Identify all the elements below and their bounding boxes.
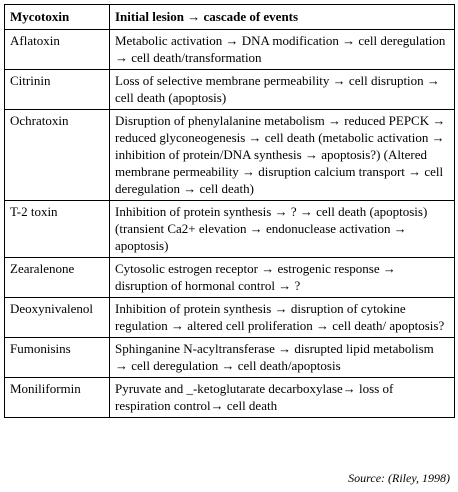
- mycotoxin-name: Fumonisins: [5, 338, 110, 378]
- table-row: [5, 110, 455, 201]
- table-row: [5, 258, 455, 298]
- table-row: [5, 30, 455, 70]
- table-row: [5, 298, 455, 338]
- cascade-description: Inhibition of protein synthesis → ? → cell death (apoptosis) (transient Ca2+ elevation → endonuclease activation → apoptosis): [110, 201, 455, 258]
- table-row: [5, 70, 455, 110]
- mycotoxin-name: Ochratoxin: [5, 110, 110, 201]
- table-row: [5, 378, 455, 418]
- cascade-description: Inhibition of protein synthesis → disruption of cytokine regulation → altered cell proliferation → cell death/ apoptosis?: [110, 298, 455, 338]
- header-cascade: Initial lesion → cascade of events: [110, 5, 455, 30]
- cascade-description: Pyruvate and _-ketoglutarate decarboxylase→ loss of respiration control→ cell death: [110, 378, 455, 418]
- cascade-description: Cytosolic estrogen receptor → estrogenic response → disruption of hormonal control → ?: [110, 258, 455, 298]
- cascade-description: Loss of selective membrane permeability → cell disruption → cell death (apoptosis): [110, 70, 455, 110]
- cascade-description: Sphinganine N-acyltransferase → disrupted lipid metabolism → cell deregulation → cell death/apoptosis: [110, 338, 455, 378]
- mycotoxin-name: Zearalenone: [5, 258, 110, 298]
- mycotoxin-name: Aflatoxin: [5, 30, 110, 70]
- mycotoxin-name: Deoxynivalenol: [5, 298, 110, 338]
- mycotoxin-name: Citrinin: [5, 70, 110, 110]
- mycotoxin-table: [4, 4, 455, 418]
- cascade-description: Metabolic activation → DNA modification → cell deregulation → cell death/transformation: [110, 30, 455, 70]
- cascade-description: Disruption of phenylalanine metabolism → reduced PEPCK → reduced glyconeogenesis → cell death (metabolic activation → inhibition of protein/DNA synthesis → apoptosis?) (Altered membrane permeability → disruption calcium transport → cell deregulation → cell death): [110, 110, 455, 201]
- header-mycotoxin: Mycotoxin: [5, 5, 110, 30]
- table-row: [5, 201, 455, 258]
- table-row: [5, 338, 455, 378]
- source-citation: Source: (Riley, 1998): [348, 471, 450, 485]
- mycotoxin-name: Moniliformin: [5, 378, 110, 418]
- mycotoxin-name: T-2 toxin: [5, 201, 110, 258]
- table-header-row: [5, 5, 455, 30]
